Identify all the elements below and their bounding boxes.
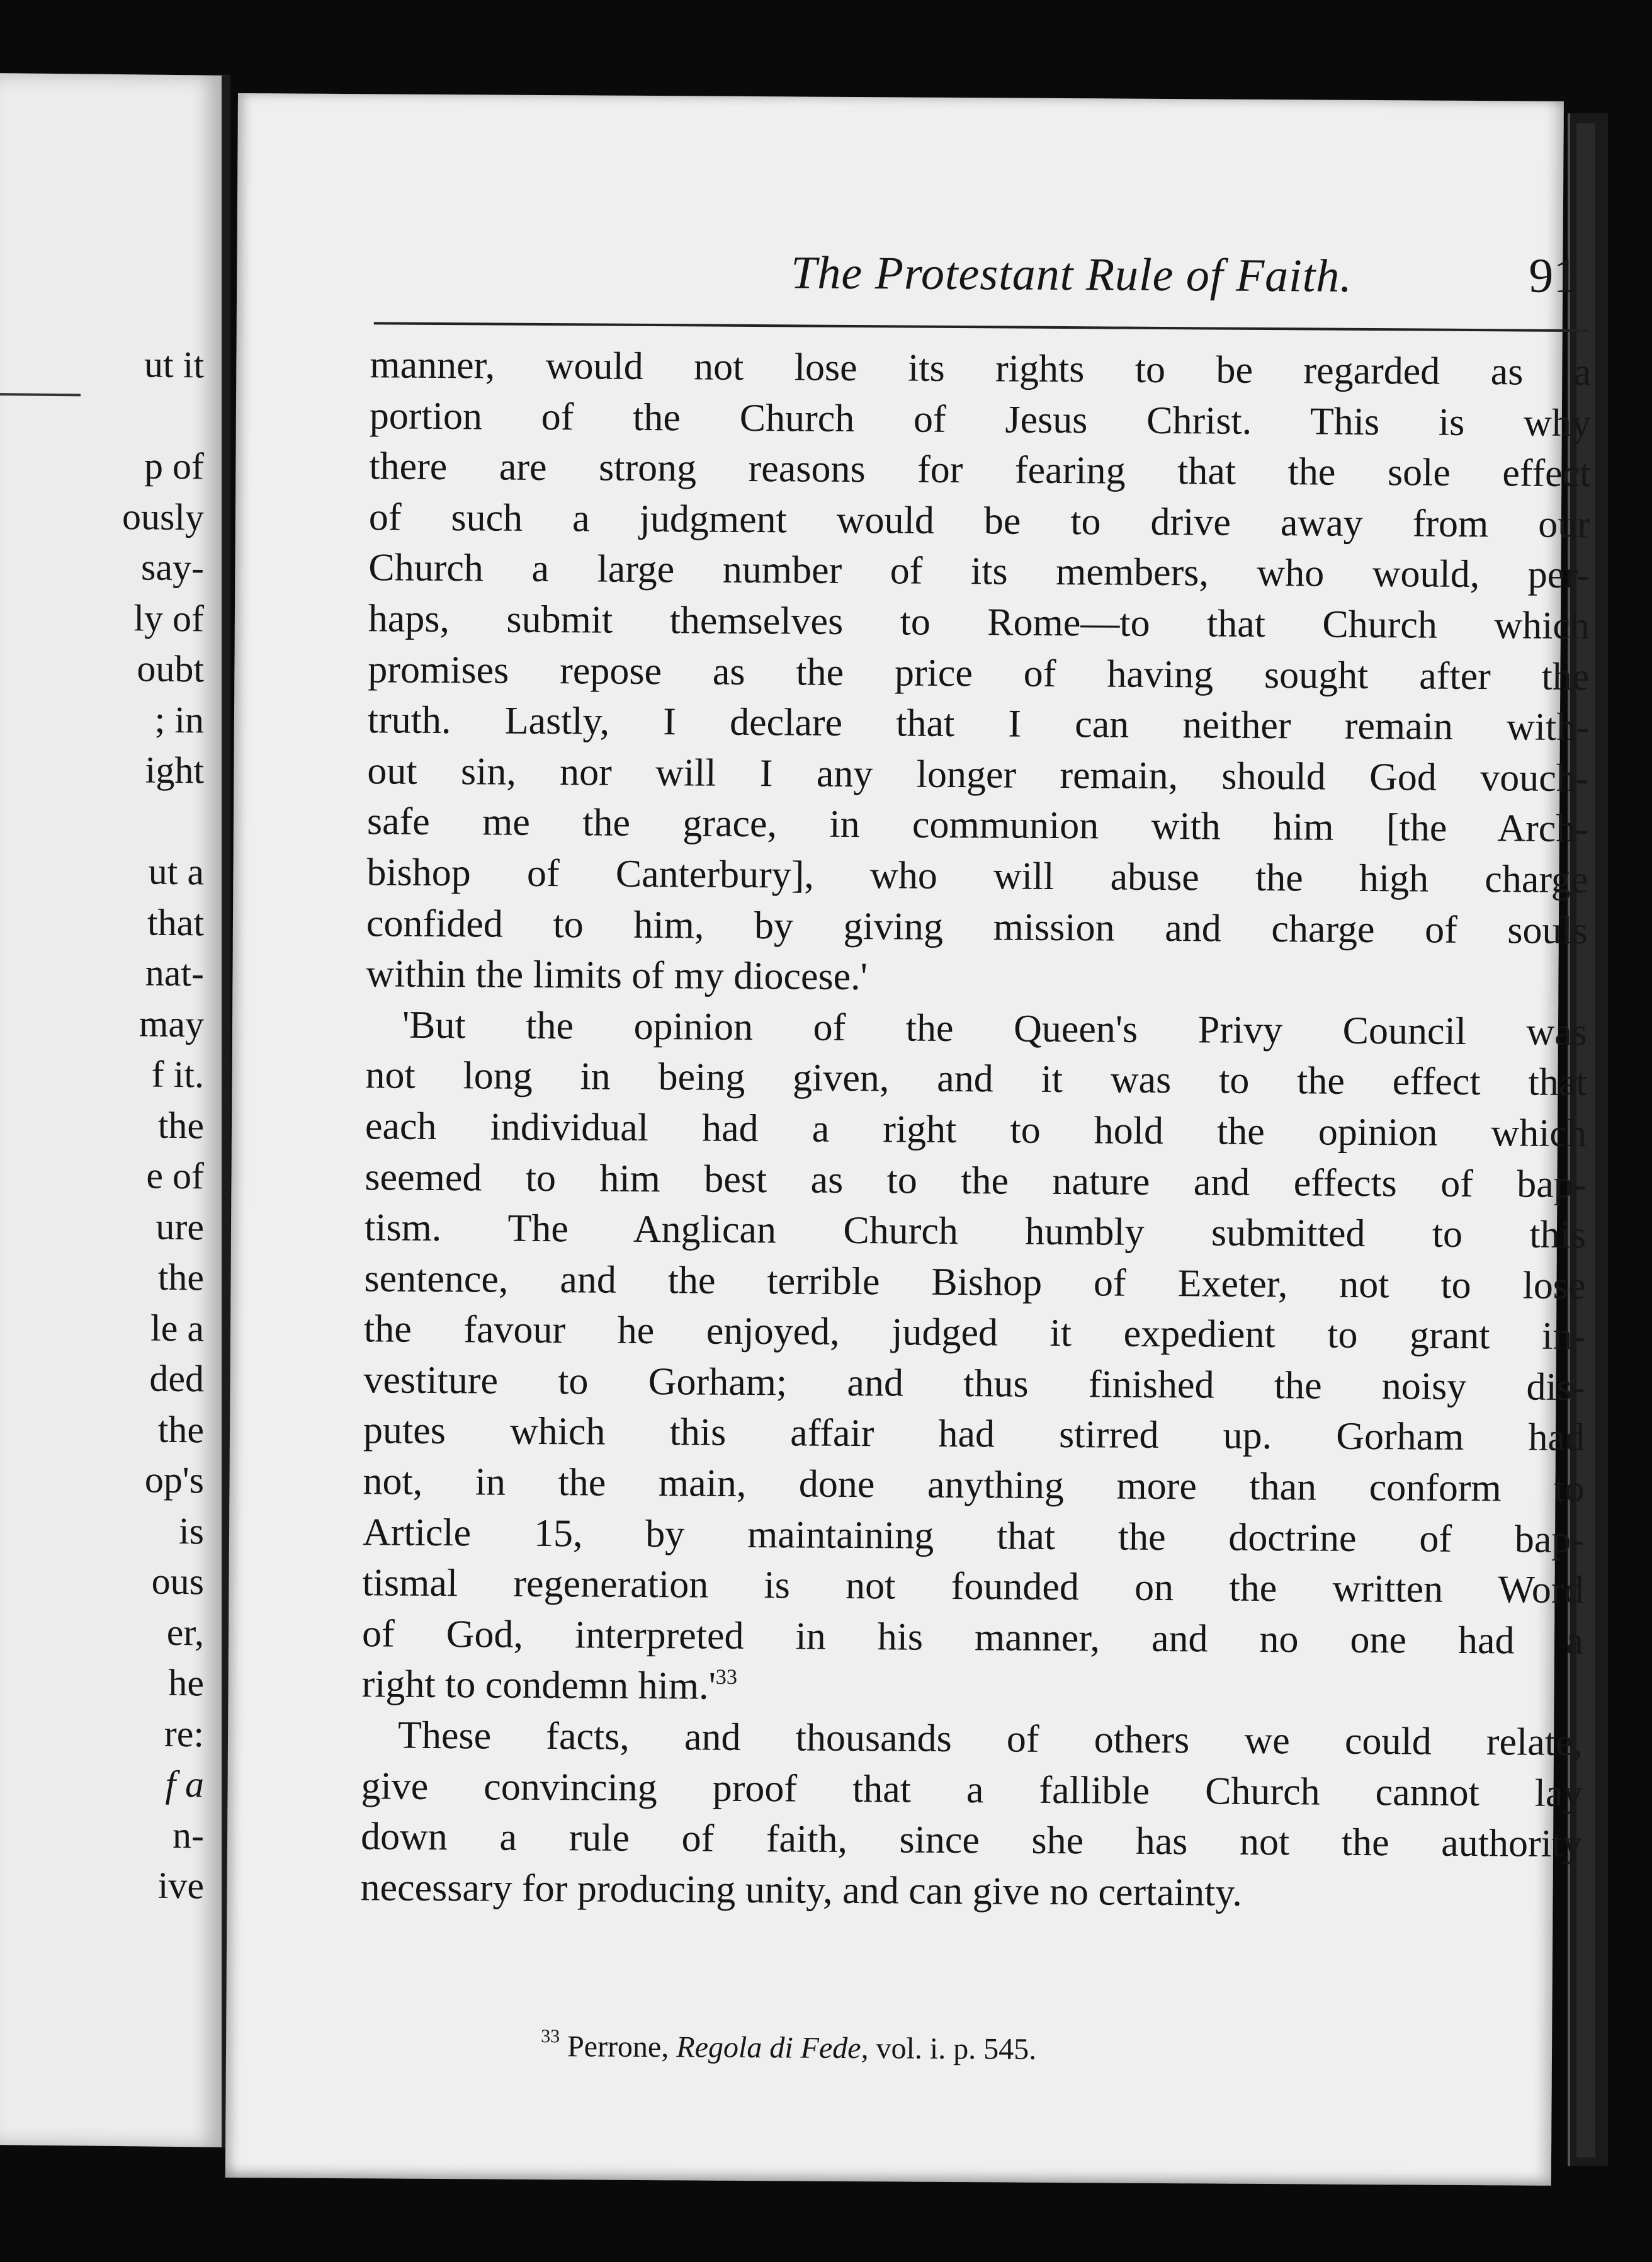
body-line: each individual had a right to hold the opinion which	[365, 1105, 1587, 1156]
facing-page-line: ded	[149, 1357, 204, 1400]
facing-page-line: e of	[146, 1154, 204, 1197]
header-rule	[374, 322, 1589, 332]
body-line: confided to him, by giving mission and charge of souls	[366, 901, 1588, 952]
facing-page-line: the	[157, 1408, 204, 1450]
body-line: 'But the opinion of the Queen's Privy Council was	[402, 1003, 1588, 1054]
body-line: out sin, nor will I any longer remain, should God vouch-	[367, 749, 1589, 800]
body-line: give convincing proof that a fallible Church cannot lay	[361, 1764, 1583, 1815]
body-line: right to condemn him.'	[361, 1662, 716, 1708]
body-line: necessary for producing unity, and can give no certainty.	[360, 1866, 1243, 1914]
body-line: These facts, and thousands of others we could relate,	[397, 1714, 1583, 1765]
body-text	[360, 339, 1591, 1920]
body-line: tism. The Anglican Church humbly submitted to this	[364, 1206, 1587, 1257]
facing-page-line: ight	[145, 749, 204, 792]
footnote-reference: 33	[715, 1666, 738, 1690]
body-line: manner, would not lose its rights to be regarded as a	[370, 343, 1592, 394]
footnote-author: Perrone,	[567, 2030, 669, 2064]
footnote	[541, 2026, 1037, 2067]
body-line-with-note	[361, 1659, 1583, 1717]
facing-page-line: f a	[165, 1763, 204, 1805]
body-line: putes which this affair had stirred up. Gorham had	[363, 1409, 1585, 1460]
body-line: of such a judgment would be to drive away from our	[368, 496, 1591, 546]
facing-page-line: oubt	[137, 647, 204, 690]
body-line: sentence, and the terrible Bishop of Exeter, not to lose	[364, 1256, 1586, 1307]
facing-page-text	[0, 73, 222, 1907]
body-line: of God, interpreted in his manner, and no one had a	[361, 1612, 1584, 1662]
body-line: tismal regeneration is not founded on the written Word	[362, 1561, 1584, 1612]
body-line: bishop of Canterbury], who will abuse the high charge	[366, 851, 1588, 902]
facing-page-line: ous	[151, 1560, 204, 1603]
body-line: vestiture to Gorham; and thus finished the noisy dis-	[363, 1358, 1585, 1409]
body-line: promises repose as the price of having sought after the	[368, 647, 1590, 698]
facing-page-line: ut it	[144, 343, 204, 386]
footnote-ref: vol. i. p. 545.	[876, 2032, 1037, 2066]
facing-page-line: n-	[173, 1814, 204, 1856]
facing-page-line: ; in	[154, 698, 204, 741]
body-line: not, in the main, done anything more than conform to	[363, 1460, 1585, 1511]
body-line: haps, submit themselves to Rome—to that Church which	[368, 597, 1590, 648]
facing-page-line: ously	[122, 495, 204, 538]
book-page	[225, 93, 1592, 2186]
running-title: The Protestant Rule of Faith.	[791, 247, 1353, 302]
body-line: Article 15, by maintaining that the doctrine of bap-	[362, 1510, 1585, 1561]
body-line: safe me the grace, in communion with him [the Arch-	[366, 800, 1589, 851]
body-line: Church a large number of its members, who would, per-	[368, 546, 1590, 597]
body-line: within the limits of my diocese.'	[366, 952, 868, 999]
facing-page-line: er,	[166, 1611, 204, 1653]
body-line: the favour he enjoyed, judged it expedient to grant in-	[363, 1307, 1586, 1358]
facing-page-line: the	[157, 1256, 204, 1299]
footnote-number: 33	[541, 2025, 560, 2047]
facing-page-line: he	[168, 1661, 204, 1704]
facing-page-line: p of	[144, 445, 204, 487]
facing-page-line: is	[178, 1509, 204, 1552]
body-line: not long in being given, and it was to the effect that	[365, 1054, 1587, 1105]
facing-page-line: ure	[156, 1205, 204, 1248]
body-line: truth. Lastly, I declare that I can neither remain with-	[367, 698, 1590, 749]
facing-page-line: le a	[150, 1307, 204, 1349]
facing-page-line: re:	[164, 1712, 204, 1754]
facing-page-line: ut a	[148, 850, 204, 893]
footnote-title: Regola di Fede,	[676, 2030, 869, 2066]
body-line: down a rule of faith, since she has not the authority	[360, 1815, 1583, 1866]
body-line: portion of the Church of Jesus Christ. This is why	[369, 394, 1592, 445]
facing-page-line: ly of	[133, 596, 204, 639]
facing-page-line: the	[157, 1104, 204, 1146]
facing-page-line: f it.	[151, 1053, 204, 1096]
facing-page-fragment	[0, 73, 230, 2147]
facing-page-rule	[0, 393, 81, 396]
page-number: 91	[1529, 247, 1578, 304]
facing-page-line: that	[147, 901, 204, 943]
facing-page-line: op's	[144, 1458, 204, 1501]
facing-page-line: say-	[141, 546, 204, 589]
facing-page-line: ive	[157, 1864, 204, 1907]
facing-page-line: nat-	[145, 952, 204, 994]
body-line: there are strong reasons for fearing that the sole effect	[369, 445, 1591, 496]
body-line: seemed to him best as to the nature and effects of bap-	[365, 1155, 1587, 1206]
facing-page-line: may	[139, 1002, 204, 1045]
